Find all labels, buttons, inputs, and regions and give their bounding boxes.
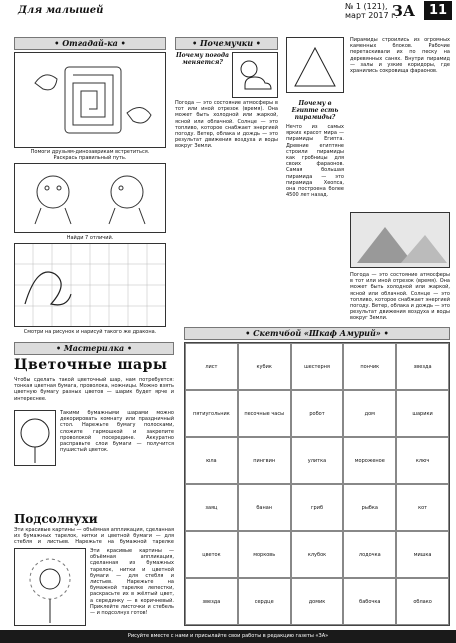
- issue-info: [345, 2, 398, 20]
- sketch-cell: рыбка: [343, 484, 396, 531]
- puzzle-caption-3: Найди 7 отличий.: [66, 235, 114, 241]
- sketch-cell: бабочка: [343, 578, 396, 625]
- sketch-cell: цветок: [185, 531, 238, 578]
- puzzle-caption-2: Раскрась правильный путь.: [53, 155, 127, 161]
- why-section-title: • Почемучки •: [175, 37, 278, 50]
- puzzle-caption-4: Смотри на рисунок и нарисуй такого же дракона.: [23, 329, 157, 335]
- sketch-cell: мороженое: [343, 437, 396, 484]
- sketch-cell: облако: [396, 578, 449, 625]
- sketch-cell: юла: [185, 437, 238, 484]
- dragon-drawing-grid: [14, 243, 166, 327]
- pyramids-article-end: Погода — это состояние атмосферы в тот или иной отрезок (время). Она может быть холодной или жаркой, ясной или облачной. Солнце — это топливо, которое снабжает энергией погоду. Ветер, облака и дождь — это результат движения воздуха и воды вокруг Земли.: [350, 272, 450, 322]
- egypt-pyramids-photo: [350, 212, 450, 268]
- sketch-cell: шестерня: [291, 343, 344, 390]
- sketch-section-title: • Скетчбой «Шкаф Амурий» •: [184, 327, 450, 340]
- pyramid-icon: [287, 38, 343, 92]
- pyramids-photo-drawing: [351, 213, 449, 267]
- sketch-cell: ключ: [396, 437, 449, 484]
- page-header: [0, 0, 456, 22]
- page-footer: Рисуйте вместе с нами и присылайте свои работы в редакцию газеты «ЗА»: [0, 630, 456, 643]
- sketch-cell: пятиугольник: [185, 390, 238, 437]
- sunflowers-headline: Подсолнухи: [14, 512, 98, 526]
- flower-ball-icon: [15, 411, 55, 465]
- pyramids-article: Нечто из самых ярких красот мира — пирамиды Египта. Древние египтяне строили пирамиды как гробницы для своих фараонов. Самая большая пирамида — это пирамида Хеопса, она построена более 4500 лет назад.: [286, 124, 344, 199]
- sketch-cell: звезда: [396, 343, 449, 390]
- sketch-cell: домик: [291, 578, 344, 625]
- sunflower-photo: [14, 548, 86, 626]
- flower-balls-headline: Цветочные шары: [14, 357, 168, 373]
- sketch-cell: сердце: [238, 578, 291, 625]
- maze-drawing: [15, 53, 165, 147]
- question-weather: Почему погода меняется?: [176, 52, 229, 66]
- pyramids-article-cont: Пирамиды строились из огромных каменных блоков. Рабочие перетаскивали их по песку на деревянных санях. Внутри пирамид — залы и узкие коридоры, где хранились сокровища фараонов.: [350, 37, 450, 75]
- sketch-cell: морковь: [238, 531, 291, 578]
- sketch-cell: банан: [238, 484, 291, 531]
- seven-differences-image: [14, 163, 166, 233]
- sketch-cell: улитка: [291, 437, 344, 484]
- sketch-cell: лист: [185, 343, 238, 390]
- sketch-grid: [184, 342, 450, 626]
- flower-balls-intro: Чтобы сделать такой цветочный шар, нам потребуется: тонкая цветная бумага, проволока, ножницы. Можно взять цветную бумагу разных цветов — шарик будет ярче и интереснее.: [14, 377, 174, 402]
- flower-ball-photo: [14, 410, 56, 466]
- sketch-cell: звезда: [185, 578, 238, 625]
- brand-logo: ЗА: [392, 2, 416, 20]
- pyramid-sketch: [286, 37, 344, 93]
- sunflowers-intro: Эти красивые картины — объёмная аппликация, сделанная из бумажных тарелок, нитки и цветной бумаги — для стебля и листьев. Нарежьте на бумажной тарелке: [14, 527, 174, 545]
- dino-maze-image: [14, 52, 166, 148]
- sketch-cell: гриб: [291, 484, 344, 531]
- sketch-cell: клубок: [291, 531, 344, 578]
- sketch-cell: мишка: [396, 531, 449, 578]
- puzzles-section-title: • Отгадай-ка •: [14, 37, 166, 50]
- sketch-cell: пончик: [343, 343, 396, 390]
- flower-balls-body: Такими бумажными шарами можно декорировать комнату или праздничный стол. Нарежьте бумагу полосками, сложите гармошкой и закрепите проволокой посередине. Аккуратно расправьте слои бумаги — получится пушистый цветок.: [60, 410, 174, 454]
- weather-article: Погода — это состояние атмосферы в тот или иной отрезок (время). Она может быть холодной или жаркой, ясной или облачной. Солнце — это топливо, которое снабжает энергией погоду. Ветер, облака и дождь — это результат движения воздуха и воды вокруг Земли.: [175, 100, 278, 150]
- dragon-grid-drawing: [15, 244, 165, 326]
- issue-number: № 1 (121),: [345, 2, 388, 11]
- sketch-cell: заяц: [185, 484, 238, 531]
- sketch-cell: пингвин: [238, 437, 291, 484]
- page-number: 11: [424, 1, 452, 20]
- issue-date: март 2017 г.: [345, 11, 398, 20]
- sketch-cell: песочные часы: [238, 390, 291, 437]
- question-pyramids: Почему в Египте есть пирамиды?: [291, 100, 339, 121]
- sketch-cell: кубик: [238, 343, 291, 390]
- craft-section-title: • Мастерилка •: [14, 342, 174, 355]
- weather-illustration: [232, 52, 278, 98]
- puzzle-caption-1: Помоги друзьям-динозаврикам встретиться.: [30, 149, 150, 155]
- differences-drawing: [15, 164, 165, 232]
- sketch-cell: кот: [396, 484, 449, 531]
- section-kicker: Для малышей: [18, 5, 104, 16]
- sun-cloud-icon: [233, 53, 277, 97]
- sketch-cell: шарики: [396, 390, 449, 437]
- sketch-cell: робот: [291, 390, 344, 437]
- sunflower-icon: [15, 549, 85, 625]
- sketch-cell: лодочка: [343, 531, 396, 578]
- sketch-cell: дом: [343, 390, 396, 437]
- sunflowers-body: Эти красивые картины — объёмная аппликация, сделанная из бумажных тарелок, нитки и цветной бумаги — для стебля и листьев. Нарежьте на бумажной тарелке лепестки, раскрасьте их в жёлтый цвет, а серединку — в коричневый. Приклейте листочки и стебель — и подсолнух готов!: [90, 548, 174, 617]
